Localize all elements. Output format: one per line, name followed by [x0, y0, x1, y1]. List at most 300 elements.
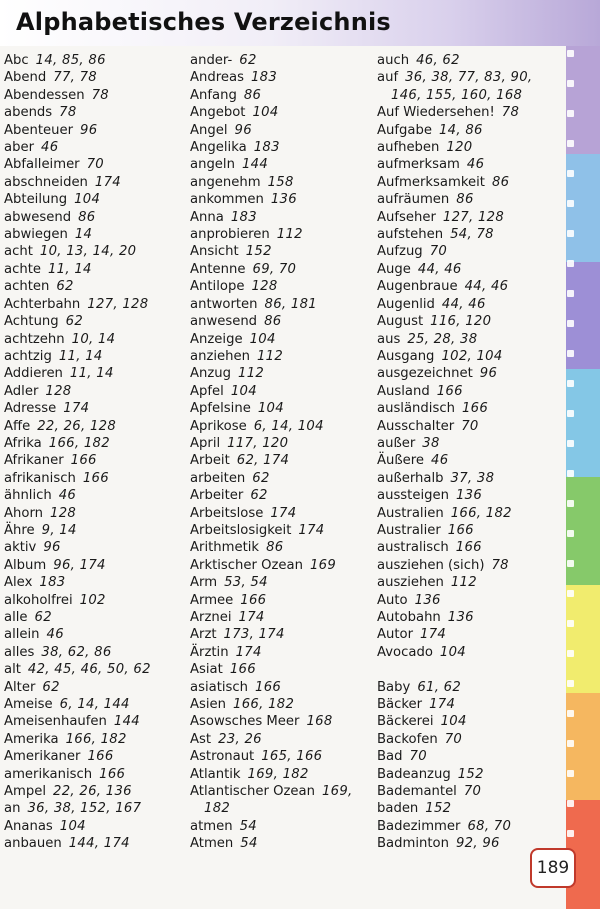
entry-pages: 70 — [461, 418, 479, 434]
entry-pages: 96, 174 — [53, 557, 106, 573]
index-entry — [190, 766, 370, 783]
index-entry — [377, 331, 557, 348]
entry-word: Backofen — [377, 731, 438, 747]
entry-pages: 112 — [256, 348, 284, 364]
entry-pages: 54 — [239, 818, 257, 834]
entry-pages: 86 — [78, 209, 96, 225]
entry-pages: 96 — [234, 122, 252, 138]
binding-hole — [567, 230, 574, 237]
index-entry — [190, 696, 370, 713]
entry-word: Anzug — [190, 366, 232, 382]
entry-word: ausziehen (sich) — [377, 557, 485, 573]
index-entry — [190, 818, 370, 835]
entry-word: Anna — [190, 209, 224, 225]
entry-word: Ampel — [4, 784, 47, 800]
index-entry — [4, 156, 184, 173]
entry-word: amerikanisch — [4, 766, 93, 782]
entry-word: angeln — [190, 157, 235, 173]
index-entry — [190, 278, 370, 295]
entry-pages: 38 — [422, 435, 440, 451]
entry-pages: 36, 38, 152, 167 — [27, 801, 142, 817]
entry-pages: 53, 54 — [224, 575, 268, 591]
entry-pages: 86, 181 — [264, 296, 317, 312]
entry-pages: 174 — [94, 174, 121, 190]
index-entry — [190, 400, 370, 417]
binding-hole — [567, 290, 574, 297]
entry-word: außerhalb — [377, 470, 444, 486]
entry-pages: 54, 78 — [450, 227, 494, 243]
entry-pages: 173, 174 — [223, 627, 285, 643]
entry-pages: 86 — [264, 314, 282, 330]
entry-word: Asiat — [190, 662, 223, 678]
binding-hole — [567, 830, 574, 837]
index-entry — [190, 104, 370, 121]
entry-word: aus — [377, 331, 401, 347]
index-entry — [190, 435, 370, 452]
binding-hole — [567, 260, 574, 267]
entry-word: Amerika — [4, 731, 59, 747]
entry-pages: 96 — [479, 366, 498, 382]
entry-pages: 96 — [80, 122, 98, 138]
index-entry — [190, 835, 370, 852]
entry-word: Antilope — [190, 279, 245, 295]
index-entry — [377, 522, 557, 539]
entry-pages: 152 — [457, 766, 484, 782]
index-entry — [377, 69, 557, 104]
index-entry — [190, 174, 370, 191]
index-entry — [190, 713, 370, 730]
entry-word: Affe — [4, 418, 31, 434]
entry-word: Asowsches Meer — [190, 714, 300, 730]
entry-pages: 46 — [46, 627, 64, 643]
entry-word: Baby — [377, 679, 411, 695]
index-entry — [4, 261, 184, 278]
entry-pages: 11, 14 — [47, 261, 92, 277]
entry-word: Abend — [4, 70, 47, 86]
entry-word: August — [377, 314, 424, 330]
entry-pages: 166, 182 — [450, 505, 512, 521]
entry-pages: 174 — [429, 697, 456, 713]
entry-word: Auge — [377, 261, 411, 277]
entry-word: Atlantik — [190, 766, 241, 782]
index-entry — [190, 226, 370, 243]
entry-word: Bäckerei — [377, 714, 434, 730]
entry-word: Afrika — [4, 435, 42, 451]
index-entry — [190, 731, 370, 748]
index-entry — [4, 661, 184, 678]
entry-pages: 22, 26, 136 — [53, 784, 132, 800]
entry-word: Ähre — [4, 522, 35, 538]
entry-pages: 117, 120 — [227, 435, 289, 451]
entry-word: afrikanisch — [4, 470, 76, 486]
entry-word: alle — [4, 610, 28, 625]
index-entry — [377, 365, 557, 382]
entry-pages: 46 — [431, 453, 449, 469]
entry-pages: 70 — [463, 784, 482, 800]
index-entry — [190, 557, 370, 574]
index-entry — [4, 783, 184, 800]
binding-hole — [567, 140, 574, 147]
entry-word: Badeanzug — [377, 766, 451, 782]
binding-hole — [567, 560, 574, 567]
entry-word: Alter — [4, 679, 36, 695]
entry-pages: 152 — [425, 801, 452, 817]
entry-pages: 61, 62 — [417, 679, 462, 695]
index-entry — [190, 452, 370, 469]
index-entry — [4, 226, 184, 243]
page-header — [0, 0, 600, 46]
entry-word: Autobahn — [377, 610, 441, 625]
index-entry — [190, 348, 370, 365]
index-entry — [377, 243, 557, 260]
entry-word: Astronaut — [190, 749, 255, 765]
entry-pages: 174 — [270, 505, 297, 521]
index-entry — [4, 835, 184, 852]
entry-pages: 183 — [39, 575, 66, 591]
entry-pages: 136 — [414, 592, 441, 608]
entry-pages: 23, 26 — [218, 731, 262, 747]
binding-hole — [567, 530, 574, 537]
index-entry — [190, 522, 370, 539]
entry-pages: 102 — [79, 592, 106, 608]
entry-word: Addieren — [4, 366, 63, 382]
entry-pages: 104 — [59, 818, 86, 834]
entry-word: aussteigen — [377, 488, 449, 504]
entry-word: Auto — [377, 592, 408, 608]
entry-pages: 77, 78 — [53, 70, 97, 86]
entry-word: Abc — [4, 53, 29, 68]
entry-word: Amerikaner — [4, 749, 81, 765]
index-entry — [4, 174, 184, 191]
entry-pages: 11, 14 — [69, 366, 114, 382]
index-entry — [4, 505, 184, 522]
entry-word: ähnlich — [4, 488, 52, 504]
index-entry — [190, 122, 370, 139]
entry-word: ankommen — [190, 192, 264, 208]
index-entry — [4, 679, 184, 696]
entry-word: Achterbahn — [4, 296, 81, 312]
index-entry — [377, 800, 557, 817]
index-entry — [377, 452, 557, 469]
binding-hole — [567, 470, 574, 477]
index-entry — [190, 574, 370, 591]
entry-pages: 165, 166 — [261, 749, 323, 765]
entry-word: ander- — [190, 53, 233, 68]
index-entry — [377, 557, 557, 574]
entry-pages: 62 — [250, 488, 268, 504]
index-entry — [190, 783, 370, 818]
entry-word: Bad — [377, 749, 403, 765]
entry-pages: 166 — [436, 383, 463, 399]
entry-word: abschneiden — [4, 174, 88, 190]
index-entry — [4, 400, 184, 417]
entry-pages: 62 — [65, 314, 84, 330]
entry-word: Apfel — [190, 383, 224, 399]
entry-pages: 86 — [491, 174, 510, 190]
entry-pages: 166 — [87, 749, 114, 765]
binding-hole — [567, 650, 574, 657]
entry-pages: 37, 38 — [450, 470, 495, 486]
index-entry — [377, 713, 557, 730]
binding-hole — [567, 170, 574, 177]
entry-word: Augenbraue — [377, 279, 458, 295]
index-entry — [190, 626, 370, 643]
entry-pages: 166, 182 — [233, 697, 295, 713]
entry-pages: 104 — [439, 644, 466, 660]
index-entry — [4, 209, 184, 226]
entry-word: achtzig — [4, 348, 52, 364]
entry-word: aber — [4, 140, 34, 156]
binding-hole — [567, 590, 574, 597]
index-entry — [4, 52, 184, 69]
entry-pages: 112 — [450, 575, 477, 591]
entry-pages: 166 — [461, 401, 489, 417]
page-title: Alphabetisches Verzeichnis — [16, 8, 391, 36]
binding-hole — [567, 770, 574, 777]
entry-pages: 158 — [267, 174, 294, 190]
index-entry — [377, 470, 557, 487]
entry-pages: 166 — [455, 540, 482, 556]
entry-word: ausgezeichnet — [377, 366, 473, 382]
binding-hole — [567, 710, 574, 717]
entry-pages: 166 — [255, 679, 282, 695]
entry-pages-continued: 146, 155, 160, 168 — [391, 87, 523, 103]
index-entry — [377, 52, 557, 69]
entry-pages: 166 — [82, 470, 109, 486]
entry-word: Asien — [190, 697, 227, 713]
index-entry — [377, 574, 557, 591]
entry-word: Ausland — [377, 383, 430, 399]
entry-word: Angelika — [190, 140, 247, 156]
binding-hole — [567, 110, 574, 117]
entry-pages: 166 — [240, 592, 267, 608]
entry-pages: 136 — [447, 610, 474, 625]
entry-pages: 86 — [243, 87, 262, 103]
entry-pages: 10, 14 — [71, 331, 116, 347]
index-entry — [377, 835, 557, 852]
index-entry — [377, 261, 557, 278]
entry-pages: 25, 28, 38 — [407, 331, 478, 347]
entry-pages: 86 — [456, 192, 474, 208]
entry-word: aufheben — [377, 140, 440, 156]
entry-pages: 78 — [491, 557, 509, 573]
index-entry — [377, 731, 557, 748]
entry-word: Arbeit — [190, 453, 230, 469]
entry-pages: 14, 85, 86 — [35, 53, 106, 68]
entry-word: achte — [4, 261, 41, 277]
index-entry — [377, 278, 557, 295]
entry-pages: 174 — [63, 401, 90, 417]
index-entry — [190, 609, 370, 626]
entry-pages: 136 — [455, 488, 483, 504]
entry-word: anbauen — [4, 836, 62, 852]
entry-pages: 44, 46 — [441, 296, 486, 312]
entry-word: abwesend — [4, 209, 72, 225]
entry-pages: 62 — [239, 53, 257, 68]
index-entry — [4, 418, 184, 435]
entry-pages: 174 — [235, 644, 262, 660]
entry-pages: 169 — [309, 557, 337, 573]
entry-pages: 174 — [298, 522, 325, 538]
entry-pages: 104 — [249, 331, 276, 347]
entry-word: anprobieren — [190, 227, 270, 243]
entry-pages: 62 — [34, 610, 52, 625]
entry-pages: 54 — [240, 836, 258, 852]
entry-word: aktiv — [4, 540, 37, 556]
entry-word: Arznei — [190, 610, 232, 625]
entry-word: anwesend — [190, 314, 258, 330]
index-entry — [4, 626, 184, 643]
entry-pages: 144 — [241, 157, 269, 173]
index-entry — [190, 156, 370, 173]
index-entry — [190, 87, 370, 104]
index-entry — [190, 661, 370, 678]
index-entry — [4, 487, 184, 504]
index-entry — [377, 296, 557, 313]
entry-word: Armee — [190, 592, 234, 608]
entry-word: Ausschalter — [377, 418, 455, 434]
binding-hole — [567, 410, 574, 417]
entry-pages: 44, 46 — [417, 261, 462, 277]
entry-word: Achtung — [4, 314, 59, 330]
entry-pages: 166 — [70, 453, 97, 469]
entry-pages: 68, 70 — [467, 818, 512, 834]
index-entry — [190, 52, 370, 69]
entry-pages: 92, 96 — [455, 836, 500, 852]
index-entry — [377, 383, 557, 400]
entry-word: aufmerksam — [377, 157, 460, 173]
entry-pages: 46 — [41, 140, 59, 156]
binding-hole — [567, 380, 574, 387]
entry-pages: 183 — [250, 70, 278, 86]
entry-pages: 104 — [440, 714, 467, 730]
entry-pages: 9, 14 — [41, 522, 77, 538]
index-column-2 — [190, 52, 370, 853]
entry-pages: 78 — [59, 105, 77, 121]
binding-hole — [567, 350, 574, 357]
entry-pages: 183 — [253, 140, 280, 156]
binding-hole — [567, 740, 574, 747]
entry-word: angenehm — [190, 174, 261, 190]
entry-pages: 70 — [86, 157, 104, 173]
index-entry — [4, 731, 184, 748]
entry-pages: 62 — [56, 279, 74, 295]
index-entry — [190, 209, 370, 226]
index-entry — [4, 592, 184, 609]
entry-pages: 112 — [238, 366, 265, 382]
entry-pages: 78 — [501, 105, 520, 121]
entry-word: Apfelsine — [190, 401, 251, 417]
entry-pages: 42, 45, 46, 50, 62 — [27, 662, 151, 678]
index-entry — [377, 191, 557, 208]
index-entry — [377, 644, 557, 661]
entry-pages: 104 — [230, 383, 257, 399]
section-gap — [377, 661, 557, 678]
entry-word: Arzt — [190, 627, 217, 643]
index-entry — [190, 644, 370, 661]
index-entry — [377, 400, 557, 417]
index-entry — [377, 313, 557, 330]
index-entry — [190, 418, 370, 435]
entry-pages: 46 — [466, 157, 485, 173]
index-entry — [4, 435, 184, 452]
entry-pages: 70 — [444, 731, 463, 747]
entry-pages: 174 — [420, 627, 447, 643]
entry-word: abwiegen — [4, 227, 68, 243]
entry-word: Ansicht — [190, 244, 239, 260]
index-entry — [4, 383, 184, 400]
entry-word: April — [190, 435, 221, 451]
binding-hole — [567, 800, 574, 807]
index-entry — [377, 348, 557, 365]
entry-word: Anfang — [190, 87, 237, 103]
entry-pages-continued: 182 — [204, 801, 231, 817]
entry-word: atmen — [190, 818, 233, 834]
index-entry — [4, 470, 184, 487]
entry-word: ausländisch — [377, 401, 455, 417]
entry-pages: 174 — [238, 610, 265, 625]
index-entry — [4, 748, 184, 765]
entry-word: acht — [4, 244, 33, 260]
entry-word: aufstehen — [377, 227, 444, 243]
index-entry — [377, 818, 557, 835]
entry-word: Afrikaner — [4, 453, 64, 469]
index-column-1 — [4, 52, 184, 853]
index-entry — [4, 539, 184, 556]
index-entry — [377, 104, 557, 121]
index-entry — [190, 539, 370, 556]
index-entry — [377, 487, 557, 504]
entry-word: anziehen — [190, 348, 250, 364]
entry-pages: 70 — [409, 749, 427, 765]
entry-pages: 116, 120 — [430, 314, 492, 330]
entry-word: Andreas — [190, 70, 244, 86]
entry-word: alkoholfrei — [4, 592, 73, 608]
entry-pages: 169, — [321, 784, 353, 800]
index-entry — [4, 800, 184, 817]
index-entry — [377, 679, 557, 696]
entry-word: Angel — [190, 122, 228, 138]
index-entry — [377, 226, 557, 243]
entry-word: Alex — [4, 575, 33, 591]
entry-pages: 86 — [266, 540, 284, 556]
entry-word: Ausgang — [377, 348, 435, 364]
entry-pages: 104 — [257, 401, 284, 417]
index-entry — [4, 365, 184, 382]
index-entry — [4, 766, 184, 783]
entry-word: Angebot — [190, 105, 246, 121]
entry-word: alt — [4, 662, 21, 678]
index-entry — [190, 748, 370, 765]
entry-pages: 36, 38, 77, 83, 90, — [405, 70, 533, 86]
entry-word: allein — [4, 627, 40, 643]
index-entry — [190, 139, 370, 156]
entry-word: Australier — [377, 522, 441, 538]
index-entry — [190, 487, 370, 504]
entry-word: Ameise — [4, 697, 53, 713]
index-entry — [190, 261, 370, 278]
index-entry — [190, 592, 370, 609]
binding-holes — [567, 46, 577, 846]
entry-word: Atmen — [190, 836, 234, 852]
entry-pages: 112 — [276, 227, 303, 243]
entry-pages: 104 — [252, 105, 279, 121]
entry-pages: 70 — [429, 244, 448, 260]
entry-word: Bäcker — [377, 697, 423, 713]
entry-word: asiatisch — [190, 679, 249, 695]
entry-pages: 14, 86 — [438, 122, 483, 138]
entry-word: außer — [377, 435, 416, 451]
